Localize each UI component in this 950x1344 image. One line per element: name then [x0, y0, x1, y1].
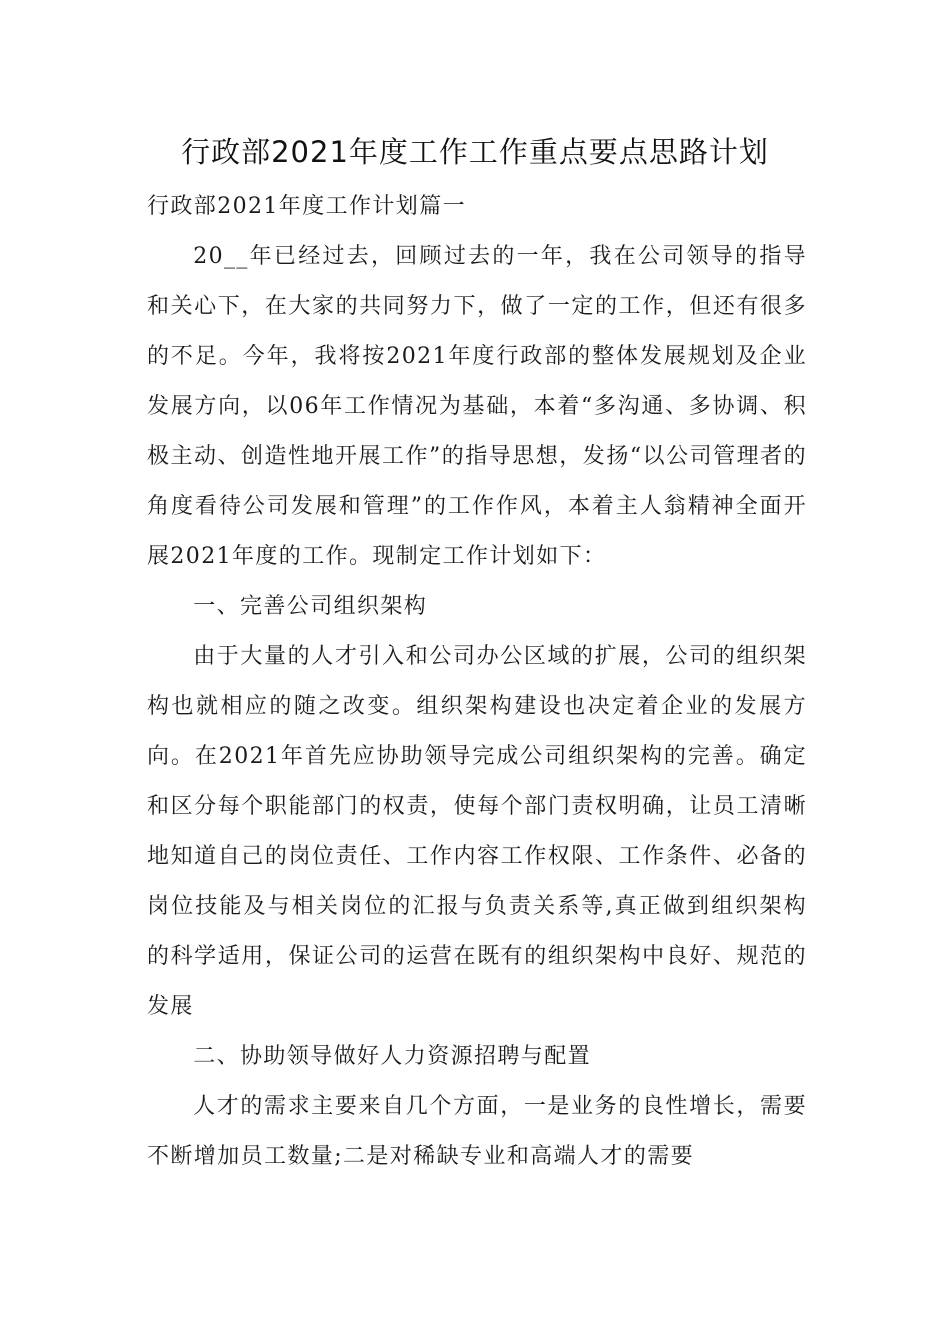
paragraph-intro: 20__年已经过去，回顾过去的一年，我在公司领导的指导和关心下，在大家的共同努力下，做了一定的工作，但还有很多的不足。今年，我将按2021年度行政部的整体发展规划及企业发展方向，以06年工作情况为基础，本着“多沟通、多协调、积极主动、创造性地开展工作”的指导思想，发扬“以公司管理者的角度看待公司发展和管理”的工作作风，本着主人翁精神全面开展2021年度的工作。现制定工作计划如下： — [147, 244, 807, 569]
paragraph-section-2: 人才的需求主要来自几个方面，一是业务的良性增长，需要不断增加员工数量;二是对稀缺专业和高端人才的需要 — [147, 1094, 807, 1169]
section-heading-2: 二、协助领导做好人力资源招聘与配置 — [193, 1044, 591, 1069]
paragraph-section-1: 由于大量的人才引入和公司办公区域的扩展，公司的组织架构也就相应的随之改变。组织架构建设也决定着企业的发展方向。在2021年首先应协助领导完成公司组织架构的完善。确定和区分每个职能部门的权责，使每个部门责权明确，让员工清晰地知道自己的岗位责任、工作内容工作权限、工作条件、必备的岗位技能及与相关岗位的汇报与负责关系等,真正做到组织架构的科学适用，保证公司的运营在既有的组织架构中良好、规范的发展 — [147, 644, 807, 1019]
document-title: 行政部2021年度工作工作重点要点思路计划 — [181, 135, 769, 169]
document-subtitle: 行政部2021年度工作计划篇一 — [147, 194, 466, 219]
document-body — [147, 182, 807, 1182]
section-heading-1: 一、完善公司组织架构 — [193, 594, 428, 619]
